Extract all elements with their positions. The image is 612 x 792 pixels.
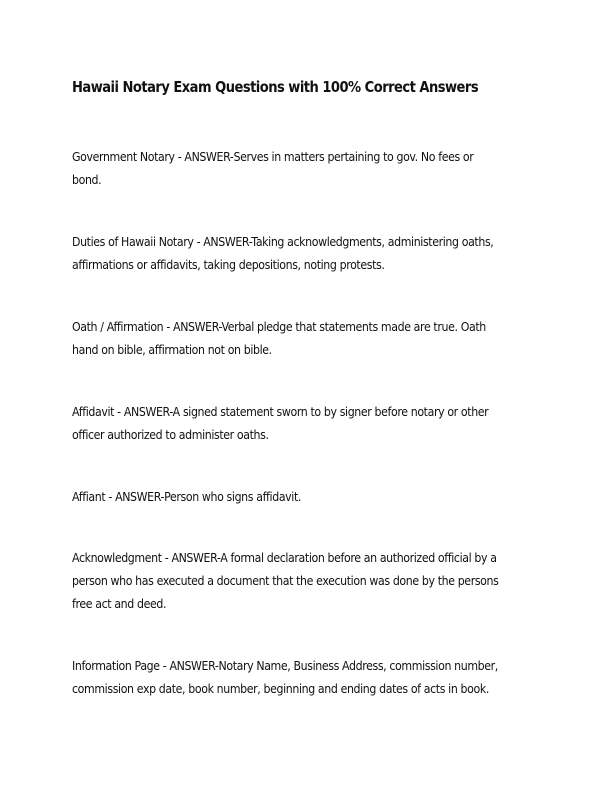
entry-line: hand on bible, affirmation not on bible. xyxy=(72,343,272,358)
qa-entry-affiant xyxy=(72,486,543,509)
entry-line: Acknowledgment - ANSWER-A formal declaration before an authorized official by a xyxy=(72,551,497,566)
entry-line: Affiant - ANSWER-Person who signs affidavit. xyxy=(72,490,302,505)
qa-entry-duties-of-notary xyxy=(72,231,543,277)
qa-entry-government-notary xyxy=(72,146,543,192)
entry-line: bond. xyxy=(72,173,102,188)
page-title: Hawaii Notary Exam Questions with 100% Correct Answers xyxy=(72,78,479,96)
entry-line: officer authorized to administer oaths. xyxy=(72,428,269,443)
entry-line: affirmations or affidavits, taking depositions, noting protests. xyxy=(72,258,385,273)
entry-line: person who has executed a document that the execution was done by the persons xyxy=(72,574,499,589)
qa-entry-oath-affirmation xyxy=(72,316,543,362)
entry-line: Government Notary - ANSWER-Serves in matters pertaining to gov. No fees or xyxy=(72,150,474,165)
qa-entry-information-page xyxy=(72,655,543,701)
qa-entry-acknowledgment xyxy=(72,547,543,616)
entry-line: Affidavit - ANSWER-A signed statement sworn to by signer before notary or other xyxy=(72,405,489,420)
qa-entry-affidavit xyxy=(72,401,543,447)
entry-line: commission exp date, book number, beginning and ending dates of acts in book. xyxy=(72,682,489,697)
entry-line: free act and deed. xyxy=(72,597,167,612)
entry-line: Oath / Affirmation - ANSWER-Verbal pledge that statements made are true. Oath xyxy=(72,320,486,335)
entry-line: Duties of Hawaii Notary - ANSWER-Taking acknowledgments, administering oaths, xyxy=(72,235,494,250)
entry-line: Information Page - ANSWER-Notary Name, Business Address, commission number, xyxy=(72,659,498,674)
